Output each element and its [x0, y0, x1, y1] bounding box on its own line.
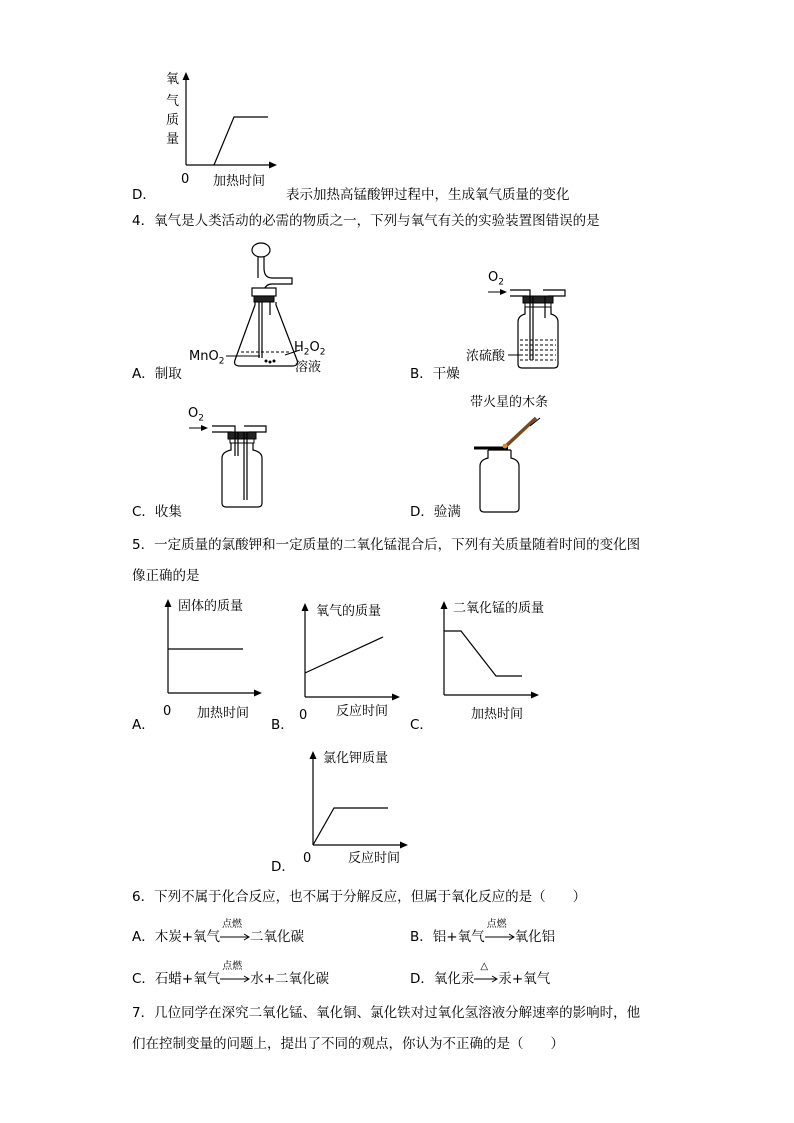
- q5-b-ylabel: 氧气的质量: [316, 604, 382, 619]
- q5-b-xlabel: 反应时间: [336, 704, 389, 719]
- reaction-arrow: 点燃: [485, 928, 515, 946]
- q7-line2: 们在控制变量的问题上，提出了不同的观点，你认为不正确的是（ ）: [132, 1036, 564, 1052]
- q5-d-curve: [313, 808, 388, 845]
- q6-option-a: A．木炭+氧气 点燃 二氧化碳: [132, 919, 305, 945]
- q5-b-letter: B．: [271, 717, 294, 733]
- q4-b-label: B．干燥: [410, 366, 460, 382]
- q5-a-xlabel: 加热时间: [197, 706, 250, 721]
- q4-c-label: C．收集: [132, 504, 182, 520]
- q6-option-c: C．石蜡+氧气 点燃 水+二氧化碳: [132, 961, 330, 987]
- q5-c-letter: C．: [410, 717, 433, 733]
- q4-d-label: D．验满: [410, 504, 461, 520]
- h2o2-label: $H_2O_2$: [294, 340, 326, 358]
- q3-d-ylabel-3: 质: [166, 113, 180, 128]
- b-o2-label: $O_2$: [488, 270, 504, 288]
- reaction-arrow: △: [474, 970, 498, 988]
- q5-stem-line2: 像正确的是: [132, 568, 200, 584]
- q3-d-caption: 表示加热高锰酸钾过程中，生成氧气质量的变化: [286, 187, 570, 203]
- q6-option-d: D．氧化汞 △ 汞+氧气: [410, 961, 551, 987]
- q5-b-origin: 0: [299, 708, 308, 723]
- stick-label: 带火星的木条: [470, 395, 549, 410]
- q4-a-label: A．制取: [132, 366, 182, 382]
- q3-d-label: D．: [132, 187, 156, 203]
- c-o2-label: $O_2$: [188, 406, 204, 424]
- q5-d-ylabel: 氯化钾质量: [323, 751, 389, 766]
- q5-a-letter: A．: [132, 717, 155, 733]
- acid-label: 浓硫酸: [466, 349, 506, 364]
- q3-d-ylabel-1: 氧: [166, 72, 180, 87]
- q5-d-xlabel: 反应时间: [348, 851, 401, 866]
- reaction-arrow: 点燃: [220, 970, 250, 988]
- q6-stem: 6．下列不属于化合反应，也不属于分解反应，但属于氧化反应的是（ ）: [132, 889, 587, 905]
- q4-stem: 4．氧气是人类活动的必需的物质之一，下列与氧气有关的实验装置图错误的是: [132, 213, 600, 229]
- mno2-label: MnO$_2$: [189, 349, 225, 367]
- q5-stem-line1: 5．一定质量的氯酸钾和一定质量的二氧化锰混合后，下列有关质量随着时间的变化图: [132, 537, 641, 553]
- q5-d-letter: D．: [271, 859, 295, 875]
- q3-d-ylabel-2: 气: [166, 94, 180, 109]
- q5-c-xlabel: 加热时间: [471, 707, 524, 722]
- q3-d-xlabel: 加热时间: [213, 174, 266, 189]
- q3-d-origin: 0: [181, 172, 190, 187]
- q5-d-origin: 0: [303, 851, 312, 866]
- q5-a-ylabel: 固体的质量: [178, 599, 244, 614]
- solution-label: 溶液: [295, 360, 322, 375]
- q3-d-ylabel-4: 量: [166, 132, 180, 147]
- q5-a-origin: 0: [163, 704, 172, 719]
- q5-c-ylabel: 二氧化锰的质量: [453, 601, 545, 616]
- reaction-arrow: 点燃: [220, 928, 250, 946]
- q6-option-b: B．铝+氧气 点燃 氧化铝: [410, 919, 556, 945]
- q7-line1: 7．几位同学在深究二氧化锰、氧化铜、氯化铁对过氧化氢溶液分解速率的影响时，他: [132, 1005, 641, 1021]
